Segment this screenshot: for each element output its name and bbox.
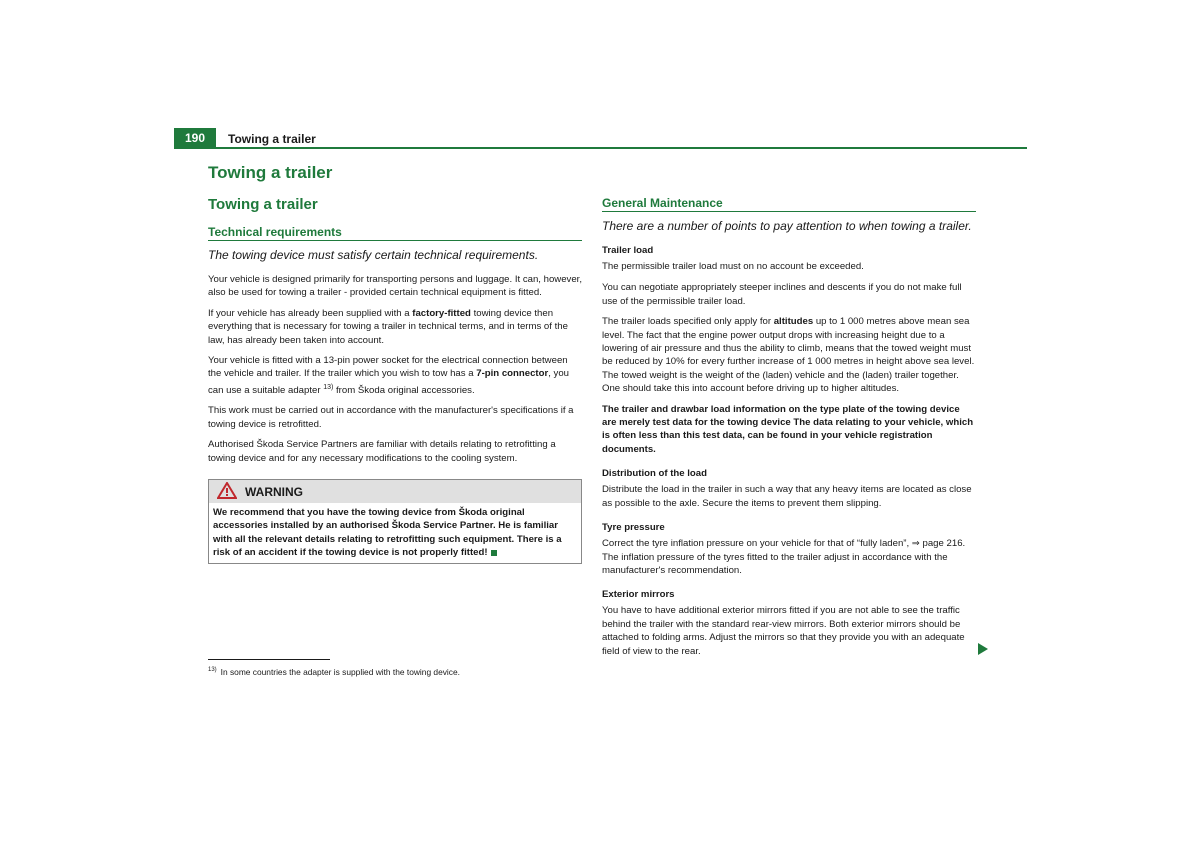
header-rule [174,147,1027,149]
paragraph: You can negotiate appropriately steeper inclines and descents if you do not make full use of the permissible trailer load. [602,282,962,307]
paragraph: The trailer loads specified only apply for altitudes up to 1 000 metres above mean sea level. The fact that the engine power output drops with increasing height due to a lowering of air pressure and thus the ability to climb, means that the towed weight must be reduced by 10% for every further increase of 1 000 metres in height above sea level. The towed weight is the weight of the (laden) vehicle and the (laden) trailer together. One should take this into account before driving up to higher altitudes. [602,316,975,395]
label-trailer-load: Trailer load [602,245,654,256]
paragraph: Your vehicle is fitted with a 13-pin power socket for the electrical connection between the vehicle and trailer. If the trailer which you wish to tow has a 7-pin connector, you can use a suitable adapter $^{13)}$ from Škoda original accessories. [208,355,570,397]
paragraph: This work must be carried out in accordance with the manufacturer's specifications if a towing device is retrofitted. [208,405,574,430]
paragraph: Authorised Škoda Service Partners are familiar with details relating to retrofitting a towing device and for any necessary modifications to the cooling system. [208,439,556,464]
label-exterior-mirrors: Exterior mirrors [602,589,675,601]
running-title: Towing a trailer [228,132,316,146]
footnote-ref: 13) [323,383,334,391]
paragraph: You have to have additional exterior mirrors fitted if you are not able to see the traffic behind the trailer with the standard rear-view mirrors. Both exterior mirrors should be attached to folding arms. Adjust the mirrors so that they provide you with an adequate field of view to the rear. [602,605,965,657]
label-distribution: Distribution of the load [602,468,707,480]
warning-body [209,503,581,563]
warning-box [208,479,582,564]
left-column [208,163,582,564]
warning-text: We recommend that you have the towing device from Škoda original accessories installed by an authorised Škoda Service Partner. He is familiar with all the relevant details relating to retrofitting such equipment. There is a risk of an accident if the towing device is not properly fitted! [213,507,562,559]
page-number: 190 [174,128,216,148]
paragraph: If your vehicle has already been supplied with a factory-fitted towing device then everything that is necessary for towing a trailer in technical terms, and in terms of the law, has already been taken into account. [208,307,568,346]
subsection-title-maintenance: General Maintenance [602,196,976,212]
label-tyre-pressure: Tyre pressure [602,522,665,534]
paragraph: Correct the tyre inflation pressure on your vehicle for that of “fully laden”, ⇒ page 216. The inflation pressure of the tyres fitted to the trailer adjust in accordance with the manufacturer's recommendation. [602,538,966,576]
subsection-title-technical: Technical requirements [208,225,582,241]
paragraph: The permissible trailer load must on no account be exceeded. [602,261,864,272]
warning-title: WARNING [245,484,303,499]
chapter-title: Towing a trailer [208,163,333,182]
section-title: Towing a trailer [208,196,318,213]
warning-header [209,480,581,503]
paragraph: Distribute the load in the trailer in such a way that any heavy items are located as close as possible to the axle. Secure the items to prevent them slipping. [602,484,972,509]
paragraph-bold: The trailer and drawbar load information on the type plate of the towing device are merely test data for the towing device The data relating to your vehicle, which is often less than this test data, can be found in your vehicle registration documents. [602,403,974,455]
paragraph: Your vehicle is designed primarily for transporting persons and luggage. It can, however, also be used for towing a trailer - provided certain technical equipment is fitted. [208,274,583,299]
footnote-rule [208,659,330,660]
end-of-section-icon [491,550,497,556]
right-column [602,196,976,666]
lead-text-maintenance: There are a number of points to pay attention to when towing a trailer. [602,219,972,233]
warning-triangle-icon [217,482,237,502]
continue-arrow-icon [978,642,988,660]
lead-text-technical: The towing device must satisfy certain technical requirements. [208,248,539,262]
footnote: $^{13)}$ In some countries the adapter is supplied with the towing device. [208,667,460,677]
